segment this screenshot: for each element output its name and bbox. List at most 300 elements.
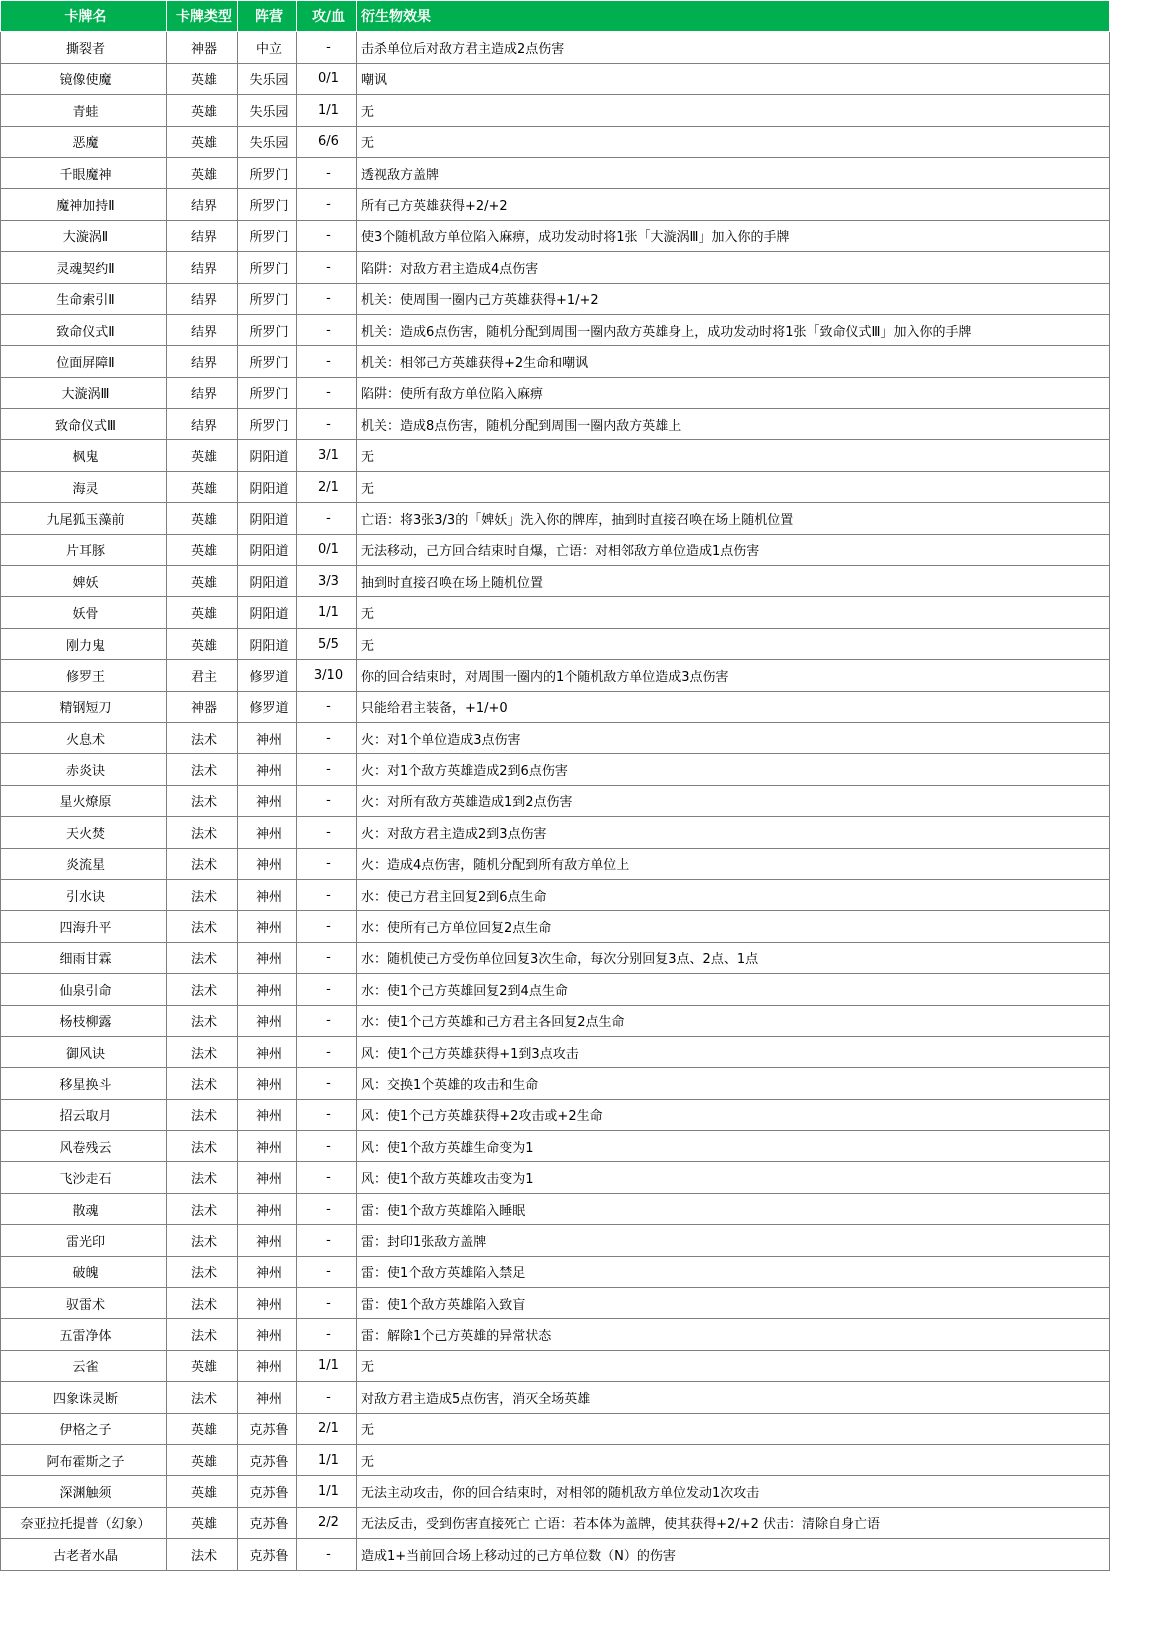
attack-health-cell: -	[297, 848, 357, 879]
card-type-cell: 英雄	[167, 157, 238, 188]
table-row	[1, 785, 1110, 816]
card-name-cell: 九尾狐玉藻前	[1, 503, 167, 534]
attack-health-cell: -	[297, 1036, 357, 1067]
effect-cell: 风：使1个敌方英雄攻击变为1	[357, 1162, 1110, 1193]
card-type-cell: 英雄	[167, 1476, 238, 1507]
effect-cell: 只能给君主装备，+1/+0	[357, 691, 1110, 722]
faction-cell: 神州	[238, 1288, 297, 1319]
attack-health-cell: 0/1	[297, 63, 357, 94]
card-type-cell: 英雄	[167, 1350, 238, 1381]
faction-cell: 神州	[238, 1193, 297, 1224]
faction-cell: 神州	[238, 942, 297, 973]
card-name-cell: 仙泉引命	[1, 974, 167, 1005]
effect-cell: 风：使1个己方英雄获得+1到3点攻击	[357, 1036, 1110, 1067]
effect-cell: 对敌方君主造成5点伤害，消灭全场英雄	[357, 1382, 1110, 1413]
card-type-cell: 法术	[167, 879, 238, 910]
effect-cell: 水：使己方君主回复2到6点生命	[357, 879, 1110, 910]
attack-health-cell: -	[297, 1068, 357, 1099]
faction-cell: 神州	[238, 754, 297, 785]
card-name-cell: 四海升平	[1, 911, 167, 942]
attack-health-cell: -	[297, 1162, 357, 1193]
card-type-cell: 结界	[167, 346, 238, 377]
table-row	[1, 1413, 1110, 1444]
table-row	[1, 754, 1110, 785]
attack-health-cell: 3/1	[297, 440, 357, 471]
card-type-cell: 法术	[167, 848, 238, 879]
card-type-cell: 法术	[167, 785, 238, 816]
faction-cell: 神州	[238, 974, 297, 1005]
card-type-cell: 法术	[167, 722, 238, 753]
card-type-cell: 结界	[167, 220, 238, 251]
effect-cell: 你的回合结束时，对周围一圈内的1个随机敌方单位造成3点伤害	[357, 660, 1110, 691]
faction-cell: 中立	[238, 32, 297, 63]
table-row	[1, 660, 1110, 691]
card-type-cell: 法术	[167, 911, 238, 942]
table-row	[1, 32, 1110, 63]
card-name-cell: 大漩涡Ⅲ	[1, 377, 167, 408]
card-name-cell: 阿布霍斯之子	[1, 1444, 167, 1475]
attack-health-cell: -	[297, 1256, 357, 1287]
attack-health-cell: -	[297, 346, 357, 377]
card-name-cell: 位面屏障Ⅱ	[1, 346, 167, 377]
attack-health-cell: -	[297, 220, 357, 251]
attack-health-cell: -	[297, 879, 357, 910]
table-row	[1, 817, 1110, 848]
table-row	[1, 534, 1110, 565]
faction-cell: 修罗道	[238, 691, 297, 722]
attack-health-cell: -	[297, 974, 357, 1005]
table-row	[1, 691, 1110, 722]
card-name-cell: 魔神加持Ⅱ	[1, 189, 167, 220]
attack-health-cell: 3/3	[297, 566, 357, 597]
effect-cell: 无	[357, 95, 1110, 126]
attack-health-cell: 1/1	[297, 1350, 357, 1381]
header-attack-health: 攻/血	[297, 1, 357, 32]
effect-cell: 造成1+当前回合场上移动过的己方单位数（N）的伤害	[357, 1539, 1110, 1570]
attack-health-cell: -	[297, 1288, 357, 1319]
attack-health-cell: -	[297, 283, 357, 314]
effect-cell: 水：随机使己方受伤单位回复3次生命，每次分别回复3点、2点、1点	[357, 942, 1110, 973]
card-name-cell: 深渊触须	[1, 1476, 167, 1507]
card-type-cell: 英雄	[167, 440, 238, 471]
table-row	[1, 879, 1110, 910]
faction-cell: 失乐园	[238, 95, 297, 126]
table-row	[1, 1068, 1110, 1099]
attack-health-cell: -	[297, 817, 357, 848]
attack-health-cell: 1/1	[297, 1476, 357, 1507]
faction-cell: 克苏鲁	[238, 1413, 297, 1444]
table-row	[1, 911, 1110, 942]
effect-cell: 风：使1个敌方英雄生命变为1	[357, 1131, 1110, 1162]
card-name-cell: 天火焚	[1, 817, 167, 848]
attack-health-cell: 0/1	[297, 534, 357, 565]
table-row	[1, 95, 1110, 126]
faction-cell: 所罗门	[238, 157, 297, 188]
faction-cell: 失乐园	[238, 63, 297, 94]
table-row	[1, 1225, 1110, 1256]
card-type-cell: 英雄	[167, 1507, 238, 1538]
card-type-cell: 结界	[167, 252, 238, 283]
effect-cell: 无法主动攻击，你的回合结束时，对相邻的随机敌方单位发动1次攻击	[357, 1476, 1110, 1507]
table-row	[1, 346, 1110, 377]
attack-health-cell: -	[297, 409, 357, 440]
table-row	[1, 1256, 1110, 1287]
card-name-cell: 招云取月	[1, 1099, 167, 1130]
header-derivative-effect: 衍生物效果	[357, 1, 1110, 32]
table-row	[1, 566, 1110, 597]
card-name-cell: 千眼魔神	[1, 157, 167, 188]
attack-health-cell: -	[297, 785, 357, 816]
card-type-cell: 法术	[167, 754, 238, 785]
card-name-cell: 古老者水晶	[1, 1539, 167, 1570]
table-row	[1, 314, 1110, 345]
effect-cell: 陷阱：使所有敌方单位陷入麻痹	[357, 377, 1110, 408]
effect-cell: 无法移动，己方回合结束时自爆，亡语：对相邻敌方单位造成1点伤害	[357, 534, 1110, 565]
card-name-cell: 奈亚拉托提普（幻象）	[1, 1507, 167, 1538]
effect-cell: 水：使所有己方单位回复2点生命	[357, 911, 1110, 942]
card-type-cell: 法术	[167, 1005, 238, 1036]
faction-cell: 阴阳道	[238, 440, 297, 471]
card-name-cell: 撕裂者	[1, 32, 167, 63]
faction-cell: 克苏鲁	[238, 1476, 297, 1507]
card-name-cell: 片耳豚	[1, 534, 167, 565]
attack-health-cell: -	[297, 32, 357, 63]
attack-health-cell: -	[297, 157, 357, 188]
effect-cell: 雷：使1个敌方英雄陷入禁足	[357, 1256, 1110, 1287]
table-row	[1, 189, 1110, 220]
table-row	[1, 126, 1110, 157]
table-row	[1, 63, 1110, 94]
attack-health-cell: 6/6	[297, 126, 357, 157]
faction-cell: 神州	[238, 1319, 297, 1350]
header-faction: 阵营	[238, 1, 297, 32]
faction-cell: 所罗门	[238, 377, 297, 408]
card-name-cell: 驭雷术	[1, 1288, 167, 1319]
table-row	[1, 1162, 1110, 1193]
card-type-cell: 法术	[167, 1225, 238, 1256]
card-name-cell: 雷光印	[1, 1225, 167, 1256]
card-type-cell: 法术	[167, 1131, 238, 1162]
card-name-cell: 大漩涡Ⅱ	[1, 220, 167, 251]
card-type-cell: 法术	[167, 1288, 238, 1319]
card-type-cell: 结界	[167, 409, 238, 440]
faction-cell: 神州	[238, 1131, 297, 1162]
card-name-cell: 生命索引Ⅱ	[1, 283, 167, 314]
card-name-cell: 致命仪式Ⅱ	[1, 314, 167, 345]
card-type-cell: 法术	[167, 1099, 238, 1130]
table-row	[1, 1005, 1110, 1036]
attack-health-cell: -	[297, 1382, 357, 1413]
card-name-cell: 散魂	[1, 1193, 167, 1224]
card-type-cell: 英雄	[167, 534, 238, 565]
faction-cell: 神州	[238, 1256, 297, 1287]
effect-cell: 无法反击，受到伤害直接死亡 亡语：若本体为盖牌，使其获得+2/+2 伏击：清除自身亡语	[357, 1507, 1110, 1538]
card-name-cell: 致命仪式Ⅲ	[1, 409, 167, 440]
table-row	[1, 1288, 1110, 1319]
card-name-cell: 御风诀	[1, 1036, 167, 1067]
faction-cell: 神州	[238, 1099, 297, 1130]
effect-cell: 火：对敌方君主造成2到3点伤害	[357, 817, 1110, 848]
effect-cell: 水：使1个己方英雄回复2到4点生命	[357, 974, 1110, 1005]
card-name-cell: 杨枝柳露	[1, 1005, 167, 1036]
attack-health-cell: -	[297, 1131, 357, 1162]
attack-health-cell: 1/1	[297, 95, 357, 126]
attack-health-cell: -	[297, 1099, 357, 1130]
table-row	[1, 1131, 1110, 1162]
faction-cell: 阴阳道	[238, 503, 297, 534]
card-type-cell: 法术	[167, 1068, 238, 1099]
card-name-cell: 五雷净体	[1, 1319, 167, 1350]
faction-cell: 神州	[238, 879, 297, 910]
effect-cell: 机关：造成6点伤害，随机分配到周围一圈内敌方英雄身上，成功发动时将1张「致命仪式Ⅲ」加入你的手牌	[357, 314, 1110, 345]
card-name-cell: 星火燎原	[1, 785, 167, 816]
effect-cell: 无	[357, 1350, 1110, 1381]
effect-cell: 亡语：将3张3/3的「婢妖」洗入你的牌库，抽到时直接召唤在场上随机位置	[357, 503, 1110, 534]
table-body	[1, 32, 1110, 1570]
effect-cell: 无	[357, 1413, 1110, 1444]
effect-cell: 水：使1个己方英雄和己方君主各回复2点生命	[357, 1005, 1110, 1036]
card-type-cell: 法术	[167, 1256, 238, 1287]
header-card-name: 卡牌名	[1, 1, 167, 32]
attack-health-cell: -	[297, 314, 357, 345]
card-name-cell: 火息术	[1, 722, 167, 753]
card-type-cell: 英雄	[167, 597, 238, 628]
header-card-type: 卡牌类型	[167, 1, 238, 32]
effect-cell: 雷：解除1个己方英雄的异常状态	[357, 1319, 1110, 1350]
faction-cell: 克苏鲁	[238, 1539, 297, 1570]
table-row	[1, 628, 1110, 659]
attack-health-cell: 1/1	[297, 1444, 357, 1475]
card-name-cell: 风卷残云	[1, 1131, 167, 1162]
table-row	[1, 942, 1110, 973]
card-type-cell: 英雄	[167, 95, 238, 126]
faction-cell: 所罗门	[238, 409, 297, 440]
card-name-cell: 赤炎诀	[1, 754, 167, 785]
table-row	[1, 1476, 1110, 1507]
faction-cell: 神州	[238, 1162, 297, 1193]
attack-health-cell: -	[297, 189, 357, 220]
card-type-cell: 法术	[167, 1319, 238, 1350]
card-name-cell: 灵魂契约Ⅱ	[1, 252, 167, 283]
table-row	[1, 1319, 1110, 1350]
table-row	[1, 974, 1110, 1005]
card-name-cell: 移星换斗	[1, 1068, 167, 1099]
attack-health-cell: -	[297, 1319, 357, 1350]
attack-health-cell: -	[297, 691, 357, 722]
faction-cell: 神州	[238, 848, 297, 879]
faction-cell: 所罗门	[238, 252, 297, 283]
effect-cell: 击杀单位后对敌方君主造成2点伤害	[357, 32, 1110, 63]
table-row	[1, 597, 1110, 628]
table-row	[1, 1099, 1110, 1130]
attack-health-cell: 2/1	[297, 1413, 357, 1444]
effect-cell: 无	[357, 1444, 1110, 1475]
card-name-cell: 云雀	[1, 1350, 167, 1381]
card-name-cell: 镜像使魔	[1, 63, 167, 94]
attack-health-cell: -	[297, 942, 357, 973]
table-header-row	[1, 1, 1110, 32]
table-row	[1, 157, 1110, 188]
effect-cell: 无	[357, 126, 1110, 157]
faction-cell: 修罗道	[238, 660, 297, 691]
effect-cell: 风：交换1个英雄的攻击和生命	[357, 1068, 1110, 1099]
table-row	[1, 220, 1110, 251]
attack-health-cell: -	[297, 252, 357, 283]
attack-health-cell: -	[297, 1005, 357, 1036]
card-type-cell: 结界	[167, 314, 238, 345]
faction-cell: 神州	[238, 785, 297, 816]
effect-cell: 陷阱：对敌方君主造成4点伤害	[357, 252, 1110, 283]
card-name-cell: 引水诀	[1, 879, 167, 910]
card-name-cell: 伊格之子	[1, 1413, 167, 1444]
effect-cell: 嘲讽	[357, 63, 1110, 94]
attack-health-cell: 3/10	[297, 660, 357, 691]
effect-cell: 机关：使周围一圈内己方英雄获得+1/+2	[357, 283, 1110, 314]
table-row	[1, 471, 1110, 502]
faction-cell: 神州	[238, 911, 297, 942]
card-type-cell: 法术	[167, 1193, 238, 1224]
faction-cell: 神州	[238, 817, 297, 848]
effect-cell: 无	[357, 440, 1110, 471]
faction-cell: 阴阳道	[238, 566, 297, 597]
card-type-cell: 法术	[167, 1036, 238, 1067]
faction-cell: 神州	[238, 1068, 297, 1099]
faction-cell: 神州	[238, 1005, 297, 1036]
card-name-cell: 破魄	[1, 1256, 167, 1287]
card-type-cell: 结界	[167, 283, 238, 314]
table-row	[1, 1350, 1110, 1381]
card-type-cell: 结界	[167, 189, 238, 220]
card-type-cell: 英雄	[167, 503, 238, 534]
attack-health-cell: -	[297, 377, 357, 408]
card-name-cell: 枫鬼	[1, 440, 167, 471]
card-type-cell: 法术	[167, 1162, 238, 1193]
card-name-cell: 海灵	[1, 471, 167, 502]
attack-health-cell: -	[297, 1225, 357, 1256]
table-row	[1, 1193, 1110, 1224]
faction-cell: 克苏鲁	[238, 1507, 297, 1538]
faction-cell: 阴阳道	[238, 628, 297, 659]
attack-health-cell: -	[297, 911, 357, 942]
effect-cell: 使3个随机敌方单位陷入麻痹，成功发动时将1张「大漩涡Ⅲ」加入你的手牌	[357, 220, 1110, 251]
faction-cell: 神州	[238, 1036, 297, 1067]
attack-health-cell: -	[297, 1193, 357, 1224]
faction-cell: 克苏鲁	[238, 1444, 297, 1475]
faction-cell: 阴阳道	[238, 471, 297, 502]
card-name-cell: 妖骨	[1, 597, 167, 628]
table-row	[1, 1507, 1110, 1538]
card-type-cell: 英雄	[167, 1413, 238, 1444]
effect-cell: 火：对所有敌方英雄造成1到2点伤害	[357, 785, 1110, 816]
card-name-cell: 飞沙走石	[1, 1162, 167, 1193]
faction-cell: 神州	[238, 1350, 297, 1381]
table-row	[1, 283, 1110, 314]
effect-cell: 抽到时直接召唤在场上随机位置	[357, 566, 1110, 597]
card-type-cell: 法术	[167, 942, 238, 973]
card-type-cell: 英雄	[167, 628, 238, 659]
card-type-cell: 神器	[167, 32, 238, 63]
card-type-cell: 英雄	[167, 1444, 238, 1475]
card-name-cell: 刚力鬼	[1, 628, 167, 659]
effect-cell: 雷：使1个敌方英雄陷入致盲	[357, 1288, 1110, 1319]
faction-cell: 所罗门	[238, 220, 297, 251]
faction-cell: 神州	[238, 722, 297, 753]
faction-cell: 所罗门	[238, 314, 297, 345]
attack-health-cell: -	[297, 503, 357, 534]
table-row	[1, 252, 1110, 283]
table-row	[1, 722, 1110, 753]
attack-health-cell: 1/1	[297, 597, 357, 628]
card-type-cell: 英雄	[167, 63, 238, 94]
card-name-cell: 青蛙	[1, 95, 167, 126]
card-type-cell: 法术	[167, 1382, 238, 1413]
table-row	[1, 377, 1110, 408]
card-type-cell: 神器	[167, 691, 238, 722]
effect-cell: 火：对1个敌方英雄造成2到6点伤害	[357, 754, 1110, 785]
card-type-cell: 法术	[167, 817, 238, 848]
table-row	[1, 1444, 1110, 1475]
card-name-cell: 炎流星	[1, 848, 167, 879]
effect-cell: 透视敌方盖牌	[357, 157, 1110, 188]
faction-cell: 阴阳道	[238, 534, 297, 565]
card-type-cell: 英雄	[167, 566, 238, 597]
card-type-cell: 英雄	[167, 471, 238, 502]
effect-cell: 火：对1个单位造成3点伤害	[357, 722, 1110, 753]
card-name-cell: 恶魔	[1, 126, 167, 157]
attack-health-cell: 2/2	[297, 1507, 357, 1538]
faction-cell: 所罗门	[238, 189, 297, 220]
faction-cell: 所罗门	[238, 346, 297, 377]
effect-cell: 风：使1个己方英雄获得+2攻击或+2生命	[357, 1099, 1110, 1130]
faction-cell: 神州	[238, 1382, 297, 1413]
table-row	[1, 440, 1110, 471]
card-name-cell: 婢妖	[1, 566, 167, 597]
effect-cell: 无	[357, 471, 1110, 502]
card-name-cell: 修罗王	[1, 660, 167, 691]
card-type-cell: 君主	[167, 660, 238, 691]
card-type-cell: 法术	[167, 1539, 238, 1570]
table-row	[1, 1539, 1110, 1570]
effect-cell: 机关：造成8点伤害，随机分配到周围一圈内敌方英雄上	[357, 409, 1110, 440]
effect-cell: 雷：封印1张敌方盖牌	[357, 1225, 1110, 1256]
effect-cell: 火：造成4点伤害，随机分配到所有敌方单位上	[357, 848, 1110, 879]
attack-health-cell: -	[297, 722, 357, 753]
faction-cell: 神州	[238, 1225, 297, 1256]
table-row	[1, 1382, 1110, 1413]
table-row	[1, 409, 1110, 440]
faction-cell: 所罗门	[238, 283, 297, 314]
effect-cell: 无	[357, 628, 1110, 659]
effect-cell: 无	[357, 597, 1110, 628]
card-name-cell: 细雨甘霖	[1, 942, 167, 973]
faction-cell: 失乐园	[238, 126, 297, 157]
attack-health-cell: -	[297, 1539, 357, 1570]
table-row	[1, 848, 1110, 879]
card-type-cell: 英雄	[167, 126, 238, 157]
card-name-cell: 四象诛灵断	[1, 1382, 167, 1413]
attack-health-cell: 5/5	[297, 628, 357, 659]
card-type-cell: 法术	[167, 974, 238, 1005]
card-type-cell: 结界	[167, 377, 238, 408]
effect-cell: 雷：使1个敌方英雄陷入睡眠	[357, 1193, 1110, 1224]
card-name-cell: 精钢短刀	[1, 691, 167, 722]
attack-health-cell: -	[297, 754, 357, 785]
table-row	[1, 1036, 1110, 1067]
effect-cell: 机关：相邻己方英雄获得+2生命和嘲讽	[357, 346, 1110, 377]
table-row	[1, 503, 1110, 534]
faction-cell: 阴阳道	[238, 597, 297, 628]
attack-health-cell: 2/1	[297, 471, 357, 502]
